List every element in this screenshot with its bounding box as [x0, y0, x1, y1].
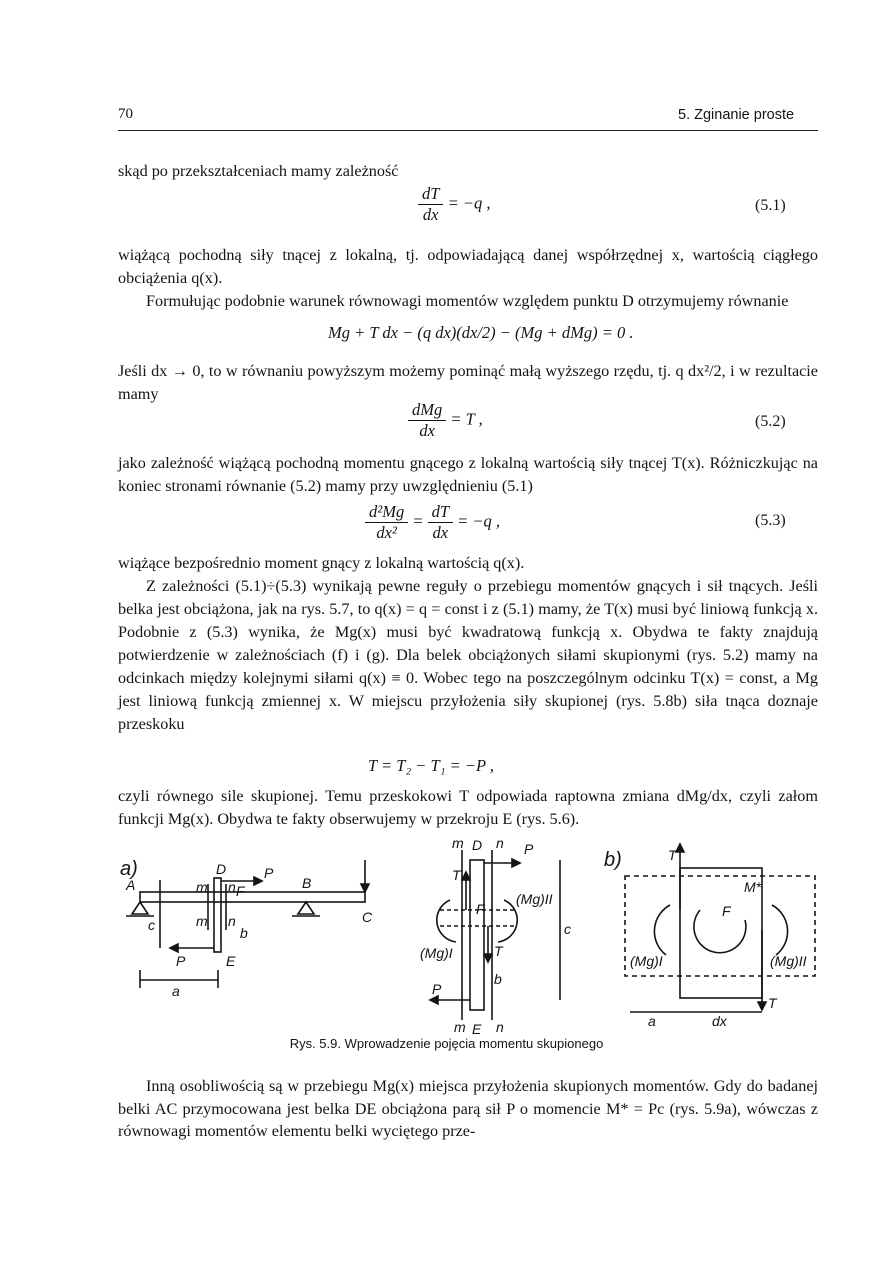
beam-de — [214, 878, 221, 952]
label-e-mid: E — [472, 1021, 482, 1035]
label-m-star: M* — [744, 879, 762, 895]
equation-moment-balance: Mg + T dx − (q dx)(dx/2) − (Mg + dMg) = 0 . — [328, 323, 634, 342]
label-a-point: A — [126, 877, 136, 893]
label-p-top: P — [264, 865, 274, 881]
shear-t-up-head — [462, 872, 470, 880]
shear-t-b-up-head — [676, 844, 684, 852]
shear-t-down-head — [484, 954, 492, 962]
label-mg-ii-b: (Mg)II — [770, 953, 807, 969]
label-c-point: C — [362, 909, 373, 925]
figure-caption: Rys. 5.9. Wprowadzenie pojęcia momentu skupionego — [289, 1036, 604, 1051]
label-n-mid-top: n — [496, 835, 504, 851]
label-d-mid: D — [472, 837, 483, 853]
paragraph-2: wiążącą pochodną siły tnącej z lokalną, tj. odpowiadającą danej współrzędnej x, wartością ciągłego obciążenia q(x). — [118, 246, 818, 287]
equation-label-5-3: (5.3) — [755, 512, 786, 529]
label-n-a-bottom: n — [228, 913, 236, 929]
equation-label-5-1: (5.1) — [755, 197, 786, 214]
paragraph-8: czyli równego sile skupionej. Temu przeskokowi T odpowiada raptowna zmiana dMg/dx, czyli załom funkcji Mg(x). Obydwa te fakty obserwujemy w przekroju E (rys. 5.6). — [118, 787, 818, 828]
label-mg-i-b: (Mg)I — [630, 953, 663, 969]
running-title: 5. Zginanie proste — [678, 107, 795, 123]
eq1-numerator: dT — [418, 184, 443, 205]
label-mg-ii-mid: (Mg)II — [516, 891, 553, 907]
figure-5-9 — [0, 830, 893, 1035]
support-b — [298, 902, 314, 914]
paragraph-4: Jeśli dx → 0, to w równaniu powyższym możemy pominąć małą wyższego rzędu, tj. q dx²/2, i w rezultacie mamy — [118, 362, 818, 403]
eq3-equals: = — [412, 511, 424, 531]
label-m-mid-bottom: m — [454, 1019, 466, 1035]
shear-t-b-down-head — [758, 1002, 766, 1010]
moment-mg-i-b-arc — [654, 905, 670, 955]
moment-m-star-arc — [694, 910, 746, 953]
label-d-point: D — [216, 861, 227, 877]
moment-mg-i-arc — [437, 900, 456, 942]
paragraph-9: Inną osobliwością są w przebiegu Mg(x) miejsca przyłożenia skupionych momentów. Gdy do badanej belki AC przymocowana jest belka DE obciążona parą sił P o momencie M* = Pc (rys. 5.9a), wówczas z równowagi momentów elementu belki wyciętego prze- — [118, 1077, 818, 1140]
paragraph-7: Z zależności (5.1)÷(5.3) wynikają pewne reguły o przebiegu momentów gnących i sił tnących. Jeśli belka jest obciążona, jak na rys. 5.7, to q(x) = q = const i z (5.1) mamy, że T(x) musi być liniową funkcją x. Podobnie z (5.3) wynika, że Mg(x) musi być kwadratową funkcją x. Obydwa te fakty znajdują potwierdzenie w zależnościach (f) i (g). Dla belek obciążonych siłami skupionymi (rys. 5.2) mamy na odcinkach między kolejnymi siłami q(x) ≡ 0. Wobec tego na poszczególnym odcinku T(x) = const, a Mg jest liniową funkcją zmiennej x. W miejscu przyłożenia siły skupionej (rys. 5.8b) siła tnąca doznaje przeskoku — [118, 577, 818, 733]
label-t-b-up: T — [668, 847, 677, 863]
label-f-b: F — [722, 903, 731, 919]
eq1-rhs: = −q , — [447, 193, 491, 213]
force-p1-head — [361, 884, 369, 892]
paragraph-5: jako zależność wiążącą pochodną momentu gnącego z lokalną wartością siły tnącej T(x). Różniczkując na koniec stronami równanie (5.2) mamy przy uwzględnieniu (5.1) — [118, 454, 818, 495]
equation-label-5-2: (5.2) — [755, 413, 786, 430]
label-c-dim: c — [148, 917, 155, 933]
label-t-mid-up: T — [452, 867, 461, 883]
equation-shear-jump: T = T₂ − T₁ = −P , — [368, 756, 495, 775]
eq3-denominator-2: dx — [432, 523, 449, 542]
eq3-denominator-1: dx² — [376, 523, 397, 542]
label-p-bottom: P — [176, 953, 186, 969]
eq2-rhs: = T , — [450, 409, 483, 429]
eq3-numerator-2: dT — [428, 502, 453, 523]
element-vertical-beam — [470, 860, 484, 1010]
force-p-mid-bottom-head — [430, 996, 438, 1004]
label-t-b-down: T — [768, 995, 777, 1011]
panel-a-label: a) — [120, 858, 138, 880]
label-b-point: B — [302, 875, 312, 891]
eq1-denominator: dx — [422, 205, 439, 224]
paragraph-3: Formułując podobnie warunek równowagi momentów względem punktu D otrzymujemy równanie — [146, 292, 789, 310]
paragraph-1: skąd po przekształceniach mamy zależność — [118, 162, 399, 180]
label-a-b: a — [648, 1013, 656, 1029]
label-e-point: E — [226, 953, 236, 969]
label-t-mid-down: T — [494, 943, 503, 959]
eq2-denominator: dx — [419, 421, 435, 440]
label-m-mid-top: m — [452, 835, 464, 851]
panel-b-label: b) — [604, 849, 622, 871]
force-p-top-head — [254, 877, 262, 885]
label-dx-b: dx — [712, 1013, 727, 1029]
label-a-dim: a — [172, 983, 180, 999]
beam-ac — [140, 892, 365, 902]
label-n-mid-bottom: n — [496, 1019, 504, 1035]
eq2-numerator: dMg — [408, 400, 446, 421]
label-mg-i-mid: (Mg)I — [420, 945, 453, 961]
equation-5-1 — [418, 184, 490, 225]
label-p-mid-top: P — [524, 841, 534, 857]
label-n-a-top: n — [228, 879, 236, 895]
label-b-mid: b — [494, 971, 502, 987]
equation-5-2 — [408, 400, 483, 441]
equation-5-3 — [365, 502, 500, 543]
label-f-a: F — [236, 883, 245, 899]
paragraph-6: wiążące bezpośrednio moment gnący z lokalną wartością q(x). — [118, 554, 525, 572]
header-rule — [118, 130, 818, 131]
support-a — [132, 902, 148, 914]
force-p-bottom-head — [170, 944, 178, 952]
moment-mg-ii-b-arc — [772, 905, 788, 955]
eq3-rhs: = −q , — [457, 511, 501, 531]
label-p-mid-bottom: P — [432, 981, 442, 997]
moment-mg-ii-arc — [498, 900, 517, 942]
label-b-dim: b — [240, 925, 248, 941]
label-f-mid: F — [476, 901, 485, 917]
label-m-a-top: m — [196, 879, 208, 895]
eq3-numerator-1: d²Mg — [365, 502, 408, 523]
page-number: 70 — [118, 106, 133, 122]
label-c-mid: c — [564, 921, 571, 937]
force-p-mid-top-head — [512, 859, 520, 867]
label-m-a-bottom: m — [196, 913, 208, 929]
